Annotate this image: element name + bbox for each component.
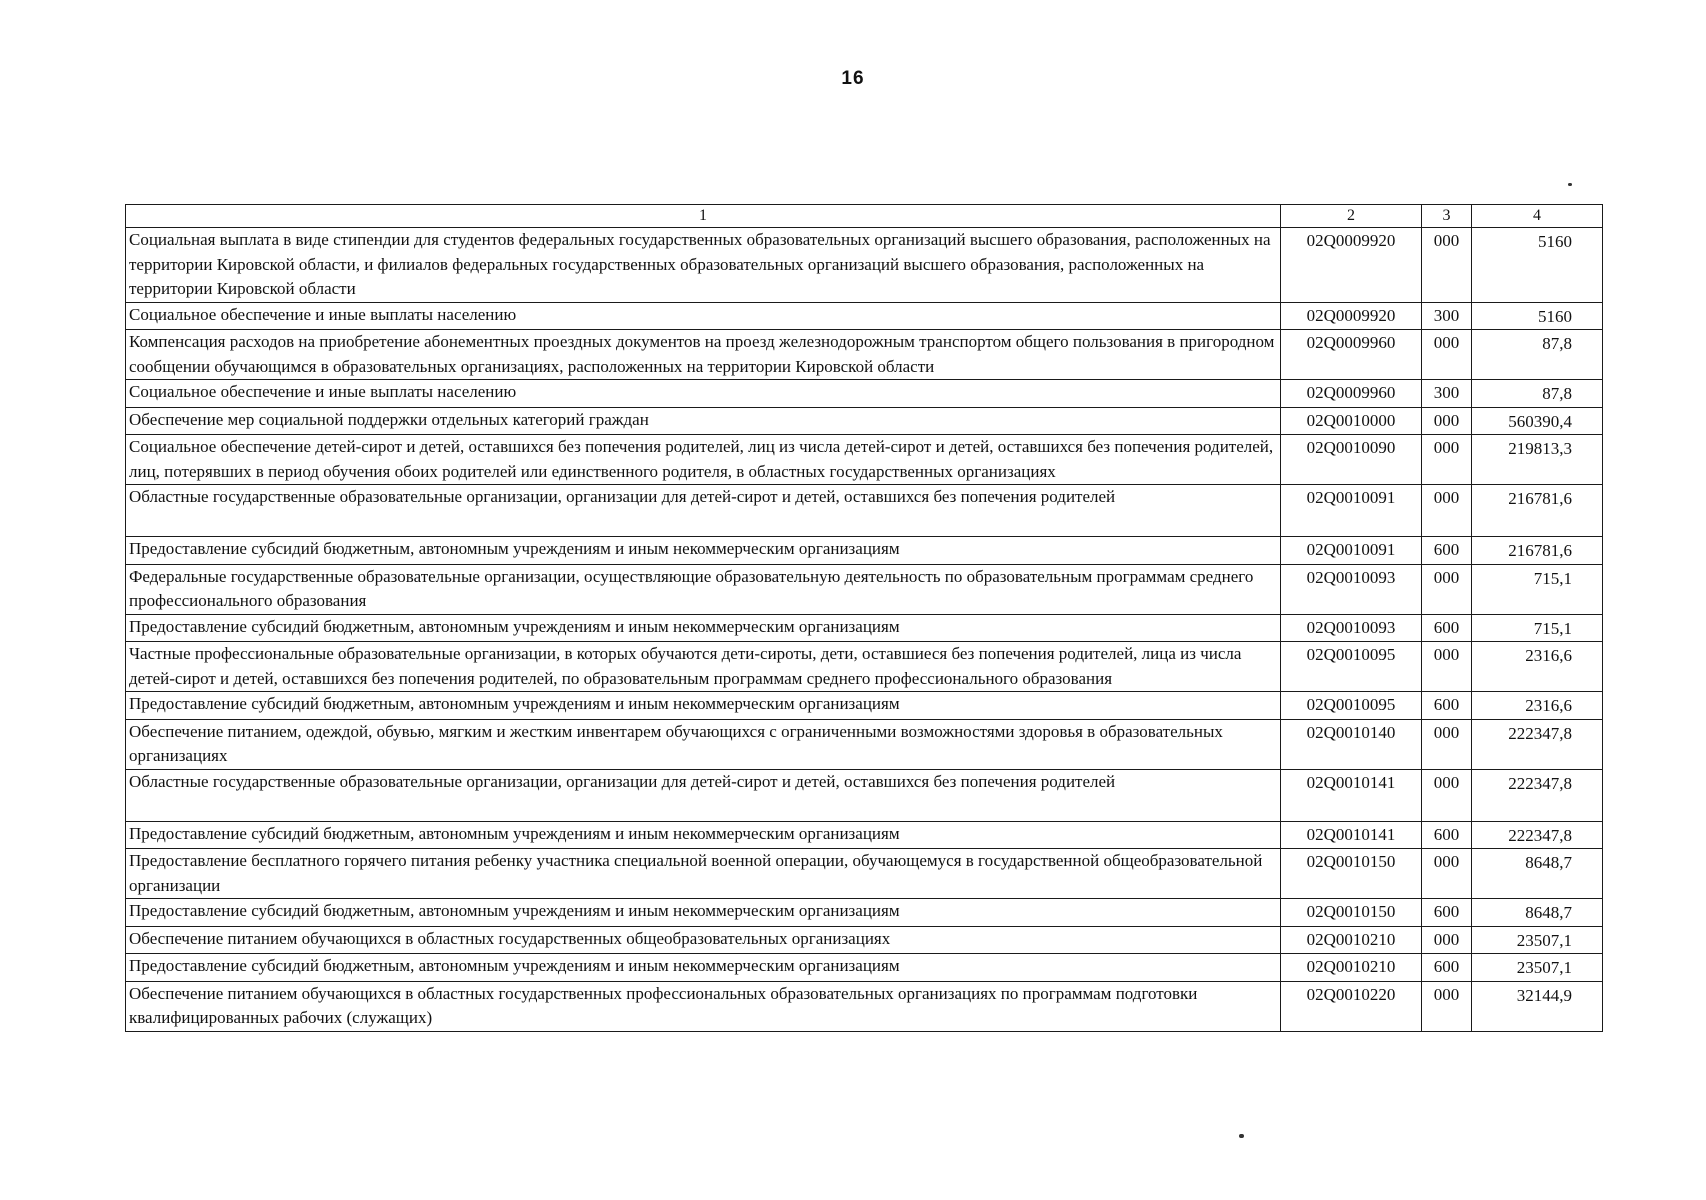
row-description: Предоставление субсидий бюджетным, автономным учреждениям и иным некоммерческим организациям: [126, 537, 1281, 565]
row-expense-type: 000: [1422, 407, 1472, 435]
row-amount: 87,8: [1472, 330, 1603, 380]
row-description: Предоставление субсидий бюджетным, автономным учреждениям и иным некоммерческим организациям: [126, 692, 1281, 720]
row-expense-type: 000: [1422, 485, 1472, 537]
row-amount: 23507,1: [1472, 926, 1603, 954]
row-description: Социальное обеспечение и иные выплаты населению: [126, 302, 1281, 330]
row-description: Социальное обеспечение детей-сирот и детей, оставшихся без попечения родителей, лиц из числа детей-сирот и детей, оставшихся без попечения родителей, лиц, потерявших в период обучения обоих родителей или единственного родителя, в областных государственных организациях: [126, 435, 1281, 485]
header-col-2: 2: [1281, 205, 1422, 228]
row-expense-type: 000: [1422, 330, 1472, 380]
row-description: Частные профессиональные образовательные организации, в которых обучаются дети-сироты, дети, оставшиеся без попечения родителей, лица из числа детей-сирот и детей, оставшихся без попечения родителей, по образовательным программам среднего профессионального образования: [126, 642, 1281, 692]
row-description: Обеспечение питанием обучающихся в областных государственных общеобразовательных организациях: [126, 926, 1281, 954]
row-code: 02Q0010150: [1281, 899, 1422, 927]
row-expense-type: 300: [1422, 380, 1472, 408]
row-expense-type: 600: [1422, 821, 1472, 849]
row-amount: 222347,8: [1472, 719, 1603, 769]
row-amount: 216781,6: [1472, 537, 1603, 565]
table-row: [126, 926, 1603, 954]
table-row: [126, 564, 1603, 614]
row-amount: 23507,1: [1472, 954, 1603, 982]
row-expense-type: 300: [1422, 302, 1472, 330]
row-amount: 222347,8: [1472, 821, 1603, 849]
row-description: Областные государственные образовательные организации, организации для детей-сирот и детей, оставшихся без попечения родителей: [126, 769, 1281, 821]
row-description: Областные государственные образовательные организации, организации для детей-сирот и детей, оставшихся без попечения родителей: [126, 485, 1281, 537]
row-code: 02Q0009920: [1281, 228, 1422, 303]
row-amount: 32144,9: [1472, 981, 1603, 1031]
row-description: Обеспечение мер социальной поддержки отдельных категорий граждан: [126, 407, 1281, 435]
row-expense-type: 600: [1422, 537, 1472, 565]
row-code: 02Q0009920: [1281, 302, 1422, 330]
row-description: Социальная выплата в виде стипендии для студентов федеральных государственных образовательных организаций высшего образования, расположенных на территории Кировской области, и филиалов федеральных государственных образовательных организаций высшего образования, расположенных на территории Кировской области: [126, 228, 1281, 303]
table-row: [126, 614, 1603, 642]
budget-table: [125, 204, 1603, 1032]
row-expense-type: 000: [1422, 435, 1472, 485]
row-expense-type: 000: [1422, 926, 1472, 954]
row-amount: 715,1: [1472, 614, 1603, 642]
row-code: 02Q0010090: [1281, 435, 1422, 485]
table-row: [126, 302, 1603, 330]
table-row: [126, 954, 1603, 982]
row-description: Социальное обеспечение и иные выплаты населению: [126, 380, 1281, 408]
row-expense-type: 600: [1422, 692, 1472, 720]
table-row: [126, 769, 1603, 821]
row-expense-type: 600: [1422, 614, 1472, 642]
row-expense-type: 000: [1422, 228, 1472, 303]
table-row: [126, 719, 1603, 769]
table-row: [126, 821, 1603, 849]
row-description: Предоставление субсидий бюджетным, автономным учреждениям и иным некоммерческим организациям: [126, 899, 1281, 927]
row-expense-type: 000: [1422, 642, 1472, 692]
row-code: 02Q0010150: [1281, 849, 1422, 899]
table-row: [126, 380, 1603, 408]
row-code: 02Q0009960: [1281, 330, 1422, 380]
row-amount: 5160: [1472, 302, 1603, 330]
row-expense-type: 600: [1422, 954, 1472, 982]
row-code: 02Q0010093: [1281, 614, 1422, 642]
row-expense-type: 000: [1422, 849, 1472, 899]
row-amount: 8648,7: [1472, 849, 1603, 899]
row-expense-type: 000: [1422, 769, 1472, 821]
table-row: [126, 899, 1603, 927]
header-col-1: 1: [126, 205, 1281, 228]
row-code: 02Q0010140: [1281, 719, 1422, 769]
row-code: 02Q0010141: [1281, 769, 1422, 821]
table-row: [126, 407, 1603, 435]
row-description: Обеспечение питанием обучающихся в областных государственных профессиональных образовательных организациях по программам подготовки квалифицированных рабочих (служащих): [126, 981, 1281, 1031]
row-description: Федеральные государственные образовательные организации, осуществляющие образовательную деятельность по образовательным программам среднего профессионального образования: [126, 564, 1281, 614]
table-row: [126, 485, 1603, 537]
scan-speck: [1239, 1134, 1244, 1138]
row-description: Обеспечение питанием, одеждой, обувью, мягким и жестким инвентарем обучающихся с ограниченными возможностями здоровья в образовательных организациях: [126, 719, 1281, 769]
table-row: [126, 981, 1603, 1031]
row-code: 02Q0010091: [1281, 537, 1422, 565]
row-amount: 219813,3: [1472, 435, 1603, 485]
row-expense-type: 000: [1422, 719, 1472, 769]
row-code: 02Q0009960: [1281, 380, 1422, 408]
row-code: 02Q0010000: [1281, 407, 1422, 435]
row-code: 02Q0010095: [1281, 642, 1422, 692]
row-description: Предоставление субсидий бюджетным, автономным учреждениям и иным некоммерческим организациям: [126, 954, 1281, 982]
row-amount: 8648,7: [1472, 899, 1603, 927]
row-amount: 87,8: [1472, 380, 1603, 408]
scan-speck: [1568, 183, 1572, 186]
row-amount: 216781,6: [1472, 485, 1603, 537]
table-row: [126, 330, 1603, 380]
table-row: [126, 849, 1603, 899]
row-description: Предоставление субсидий бюджетным, автономным учреждениям и иным некоммерческим организациям: [126, 614, 1281, 642]
row-amount: 715,1: [1472, 564, 1603, 614]
row-code: 02Q0010210: [1281, 926, 1422, 954]
row-expense-type: 000: [1422, 564, 1472, 614]
table-row: [126, 537, 1603, 565]
page-number: 16: [841, 68, 865, 89]
table-row: [126, 228, 1603, 303]
header-col-4: 4: [1472, 205, 1603, 228]
header-row: [126, 205, 1603, 228]
row-code: 02Q0010095: [1281, 692, 1422, 720]
table-row: [126, 435, 1603, 485]
row-code: 02Q0010091: [1281, 485, 1422, 537]
table-row: [126, 642, 1603, 692]
row-code: 02Q0010220: [1281, 981, 1422, 1031]
row-amount: 2316,6: [1472, 642, 1603, 692]
table-row: [126, 692, 1603, 720]
row-code: 02Q0010093: [1281, 564, 1422, 614]
row-code: 02Q0010210: [1281, 954, 1422, 982]
row-expense-type: 600: [1422, 899, 1472, 927]
row-amount: 5160: [1472, 228, 1603, 303]
row-amount: 222347,8: [1472, 769, 1603, 821]
row-amount: 2316,6: [1472, 692, 1603, 720]
header-col-3: 3: [1422, 205, 1472, 228]
row-description: Компенсация расходов на приобретение абонементных проездных документов на проезд железнодорожным транспортом общего пользования в пригородном сообщении обучающимся в образовательных организациях, расположенных на территории Кировской области: [126, 330, 1281, 380]
row-expense-type: 000: [1422, 981, 1472, 1031]
row-description: Предоставление бесплатного горячего питания ребенку участника специальной военной операции, обучающемуся в государственной общеобразовательной организации: [126, 849, 1281, 899]
row-code: 02Q0010141: [1281, 821, 1422, 849]
row-description: Предоставление субсидий бюджетным, автономным учреждениям и иным некоммерческим организациям: [126, 821, 1281, 849]
row-amount: 560390,4: [1472, 407, 1603, 435]
